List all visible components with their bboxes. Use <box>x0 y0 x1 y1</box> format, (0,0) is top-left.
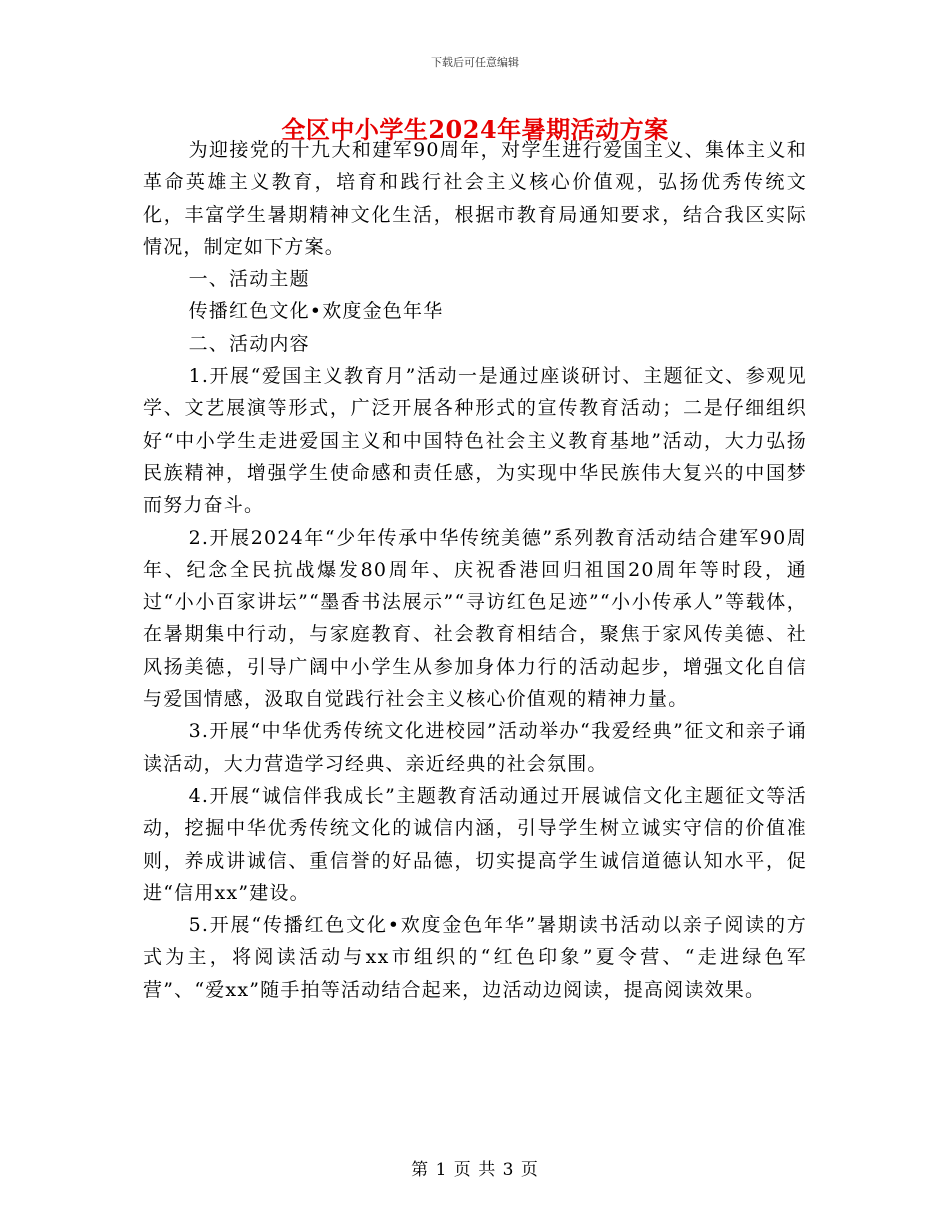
document-body <box>143 134 807 1006</box>
document-title: 全区中小学生2024年暑期活动方案 <box>281 115 669 144</box>
theme-text: 传播红色文化•欢度金色年华 <box>188 300 444 323</box>
page-footer: 第 1 页 共 3 页 <box>411 1160 539 1180</box>
paragraph-item-1: 1.开展“爱国主义教育月”活动一是通过座谈研讨、主题征文、参观见学、文艺展演等形式，广泛开展各种形式的宣传教育活动；二是仔细组织好“中小学生走进爱国主义和中国特色社会主义教育基地”活动，大力弘扬民族精神，增强学生使命感和责任感，为实现中华民族伟大复兴的中国梦而努力奋斗。 <box>143 365 807 517</box>
header-note: 下载后可任意编辑 <box>431 56 519 69</box>
paragraph-item-3: 3.开展“中华优秀传统文化进校园”活动举办“我爱经典”征文和亲子诵读活动，大力营造学习经典、亲近经典的社会氛围。 <box>143 720 807 775</box>
paragraph-item-5: 5.开展“传播红色文化•欢度金色年华”暑期读书活动以亲子阅读的方式为主，将阅读活动与xx市组织的“红色印象”夏令营、“走进绿色军营”、“爱xx”随手拍等活动结合起来，边活动边阅读，提高阅读效果。 <box>143 914 807 1001</box>
paragraph-intro: 为迎接党的十九大和建军90周年，对学生进行爱国主义、集体主义和革命英雄主义教育，培育和践行社会主义核心价值观，弘扬优秀传统文化，丰富学生暑期精神文化生活，根据市教育局通知要求，结合我区实际情况，制定如下方案。 <box>143 139 807 258</box>
paragraph-item-2: 2.开展2024年“少年传承中华传统美德”系列教育活动结合建军90周年、纪念全民抗战爆发80周年、庆祝香港回归祖国20周年等时段，通过“小小百家讲坛”“墨香书法展示”“寻访红色足迹”“小小传承人”等载体，在暑期集中行动，与家庭教育、社会教育相结合，聚焦于家风传美德、社风扬美德，引导广阔中小学生从参加身体力行的活动起步，增强文化自信与爱国情感，汲取自觉践行社会主义核心价值观的精神力量。 <box>143 526 807 711</box>
heading-content: 二、活动内容 <box>188 332 310 355</box>
paragraph-item-4: 4.开展“诚信伴我成长”主题教育活动通过开展诚信文化主题征文等活动，挖掘中华优秀传统文化的诚信内涵，引导学生树立诚实守信的价值准则，养成讲诚信、重信誉的好品德，切实提高学生诚信道德认知水平，促进“信用xx”建设。 <box>143 784 807 904</box>
heading-theme: 一、活动主题 <box>188 268 310 291</box>
